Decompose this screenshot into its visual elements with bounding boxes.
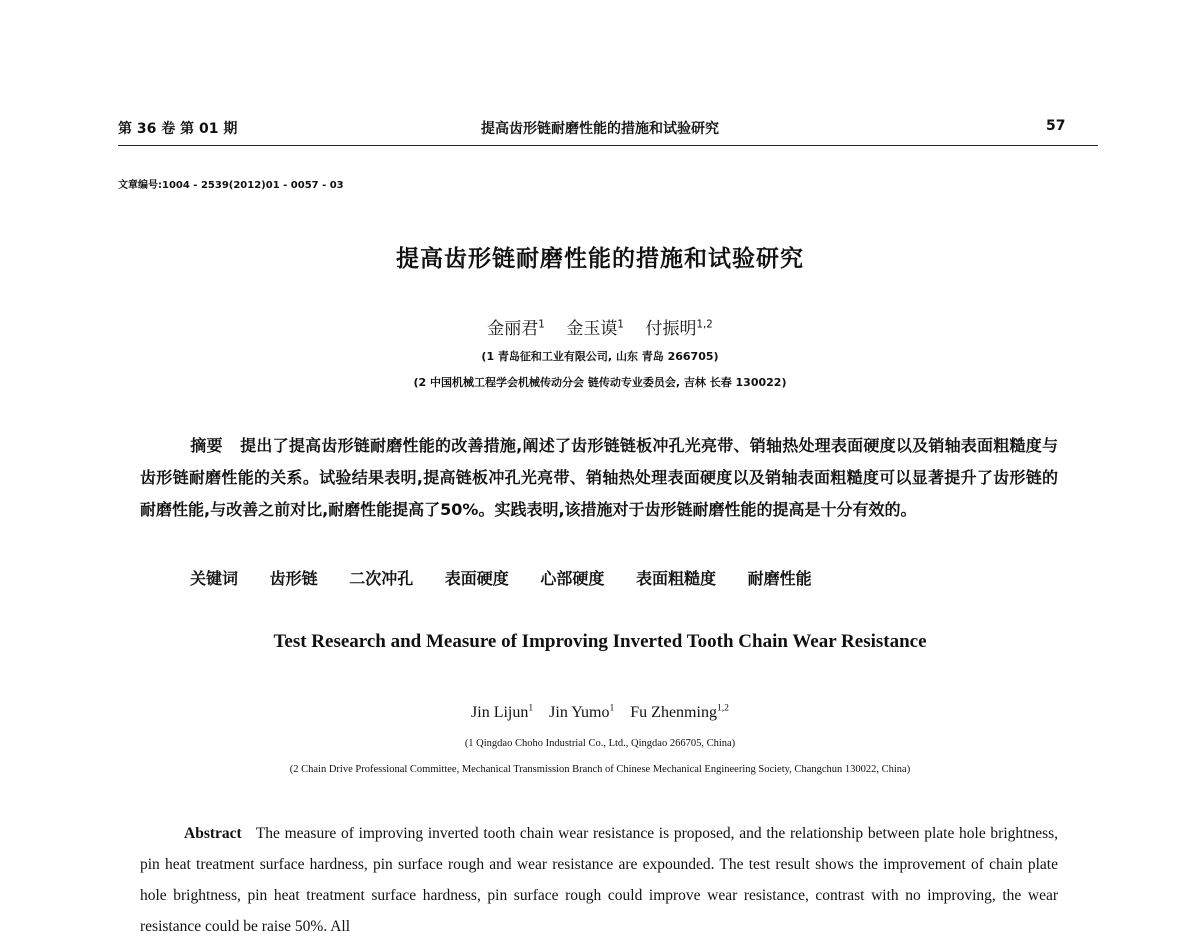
header-rule bbox=[118, 145, 1098, 146]
author-name: 金玉谟 bbox=[566, 319, 618, 339]
affiliation-english-1: (1 Qingdao Choho Industrial Co., Ltd., Qingdao 266705, China) bbox=[464, 738, 736, 749]
title-english: Test Research and Measure of Improving Inverted Tooth Chain Wear Resistance bbox=[273, 631, 927, 652]
affiliation-chinese-2: (2 中国机械工程学会机械传动分会 链传动专业委员会, 吉林 长春 130022) bbox=[413, 376, 787, 389]
affiliation-english-2: (2 Chain Drive Professional Committee, Mechanical Transmission Branch of Chinese Mechanical Engineering Society, Changchun 130022, China) bbox=[289, 764, 911, 775]
author-affiliation-mark: 1 bbox=[538, 319, 545, 331]
author-affiliation-mark: 1 bbox=[609, 702, 615, 714]
abstract-english bbox=[140, 818, 1058, 942]
author-name: Fu Zhenming bbox=[630, 704, 717, 721]
abstract-chinese-label: 摘要 bbox=[190, 436, 223, 455]
author-name: Jin Lijun bbox=[471, 704, 529, 721]
title-chinese: 提高齿形链耐磨性能的措施和试验研究 bbox=[396, 246, 804, 272]
abstract-chinese-text: 提出了提高齿形链耐磨性能的改善措施,阐述了齿形链链板冲孔光亮带、销轴热处理表面硬度以及销轴表面粗糙度与齿形链耐磨性能的关系。试验结果表明,提高链板冲孔光亮带、销轴热处理表面硬度以及销轴表面粗糙度可以显著提升了齿形链的耐磨性能,与改善之前对比,耐磨性能提高了50%。实践表明,该措施对于齿形链耐磨性能的提高是十分有效的。 bbox=[140, 436, 1058, 519]
keyword: 心部硬度 bbox=[540, 569, 605, 588]
author-name: Jin Yumo bbox=[549, 704, 610, 721]
article-number: 文章编号:1004 - 2539(2012)01 - 0057 - 03 bbox=[118, 180, 344, 191]
running-header-volume: 第 36 卷 第 01 期 bbox=[118, 121, 238, 137]
keyword: 表面粗糙度 bbox=[635, 569, 716, 588]
author-affiliation-mark: 1,2 bbox=[716, 702, 729, 714]
author-name: 付振明 bbox=[645, 319, 697, 339]
authors-chinese bbox=[0, 314, 1200, 339]
authors-english bbox=[0, 704, 1200, 722]
author-name: 金丽君 bbox=[487, 319, 539, 339]
author-affiliation-mark: 1 bbox=[528, 702, 534, 714]
abstract-chinese bbox=[140, 430, 1058, 526]
running-header-page-number: 57 bbox=[1046, 118, 1066, 134]
affiliation-chinese-1: (1 青岛征和工业有限公司, 山东 青岛 266705) bbox=[481, 350, 719, 363]
keywords-chinese bbox=[190, 566, 812, 589]
author-affiliation-mark: 1 bbox=[617, 319, 624, 331]
author-affiliation-mark: 1,2 bbox=[696, 319, 713, 331]
keywords-label: 关键词 bbox=[190, 569, 239, 588]
keyword: 耐磨性能 bbox=[747, 569, 812, 588]
running-header-title: 提高齿形链耐磨性能的措施和试验研究 bbox=[481, 121, 719, 137]
abstract-english-label: Abstract bbox=[184, 825, 242, 842]
keyword: 表面硬度 bbox=[444, 569, 509, 588]
keyword: 二次冲孔 bbox=[349, 569, 414, 588]
keyword: 齿形链 bbox=[269, 569, 318, 588]
abstract-english-text: The measure of improving inverted tooth chain wear resistance is proposed, and the relationship between plate hole brightness, pin heat treatment surface hardness, pin surface rough and wear resistance are expounded. The test result shows the improvement of chain plate hole brightness, pin heat treatment surface hardness, pin surface rough could improve wear resistance, contrast with no improving, the wear resistance could be raise 50%. All bbox=[140, 825, 1059, 935]
